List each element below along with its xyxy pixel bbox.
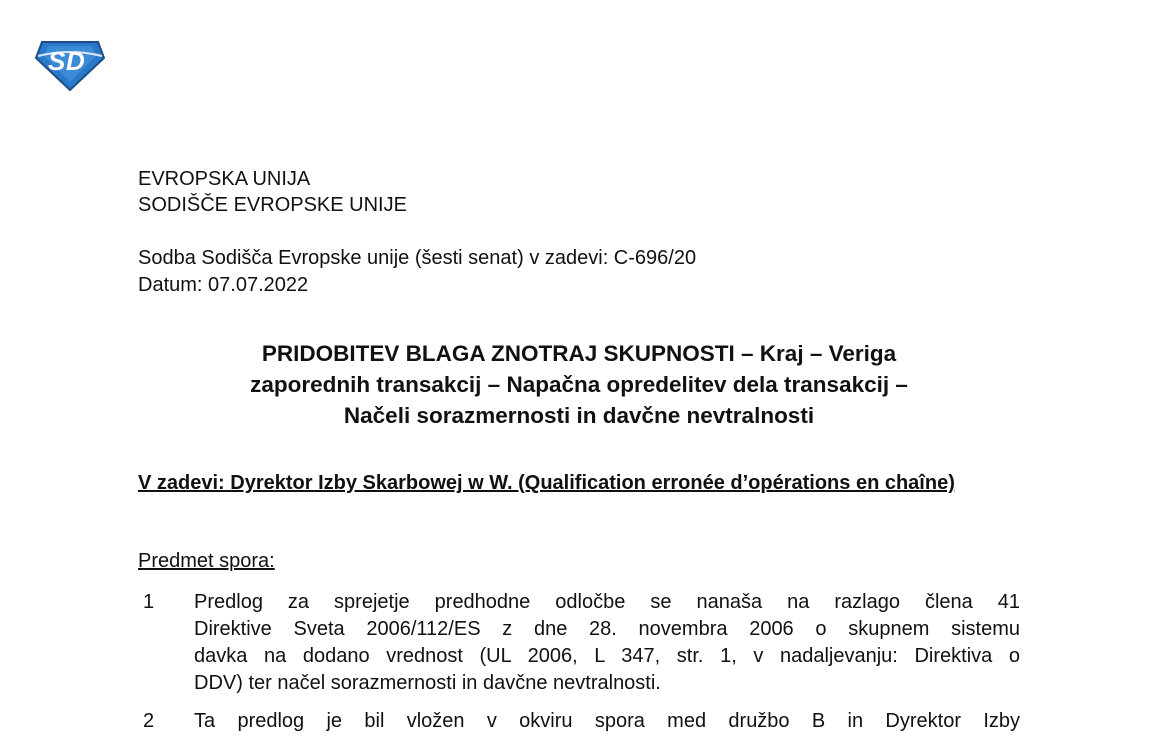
document-title [138,338,1020,431]
title-line: PRIDOBITEV BLAGA ZNOTRAJ SKUPNOSTI – Kraj – Veriga [261,341,897,366]
paragraph-line: Predlog za sprejetje predhodne odločbe se nanaša na razlago člena 41 [194,591,1020,613]
svg-text:S: S [48,46,66,76]
document-header [138,166,407,218]
paragraph-line: DDV) ter načel sorazmernosti in davčne nevtralnosti. [194,672,661,694]
case-heading: V zadevi: Dyrektor Izby Skarbowej w W. (Qualification erronée d’opérations en chaîne) [138,472,955,494]
judgment-reference: Sodba Sodišča Evropske unije (šesti senat) v zadevi: C-696/20 [138,247,697,269]
title-line: zaporednih transakcij – Napačna opredelitev dela transakcij – [250,372,908,397]
paragraph-line: davka na dodano vrednost (UL 2006, L 347, str. 1, v nadaljevanju: Direktiva o [194,645,1020,667]
paragraph-number: 2 [143,710,155,732]
judgment-date: Datum: 07.07.2022 [138,274,309,296]
title-line: Načeli sorazmernosti in davčne nevtralnosti [343,403,815,428]
svg-text:D: D [66,46,85,76]
header-court: SODIŠČE EVROPSKE UNIJE [138,194,407,216]
paragraph-number: 1 [143,591,155,613]
paragraph [138,589,1020,697]
paragraph-line: Direktive Sveta 2006/112/ES z dne 28. novembra 2006 o skupnem sistemu [194,618,1020,640]
diamond-sd-logo-icon [34,38,106,92]
header-union: EVROPSKA UNIJA [138,168,311,190]
court-logo [34,38,106,92]
paragraph-line: Ta predlog je bil vložen v okviru spora med družbo B in Dyrektor Izby [194,710,1020,732]
paragraph [138,708,1020,735]
subject-heading: Predmet spora: [138,550,275,572]
judgment-meta [138,245,696,299]
